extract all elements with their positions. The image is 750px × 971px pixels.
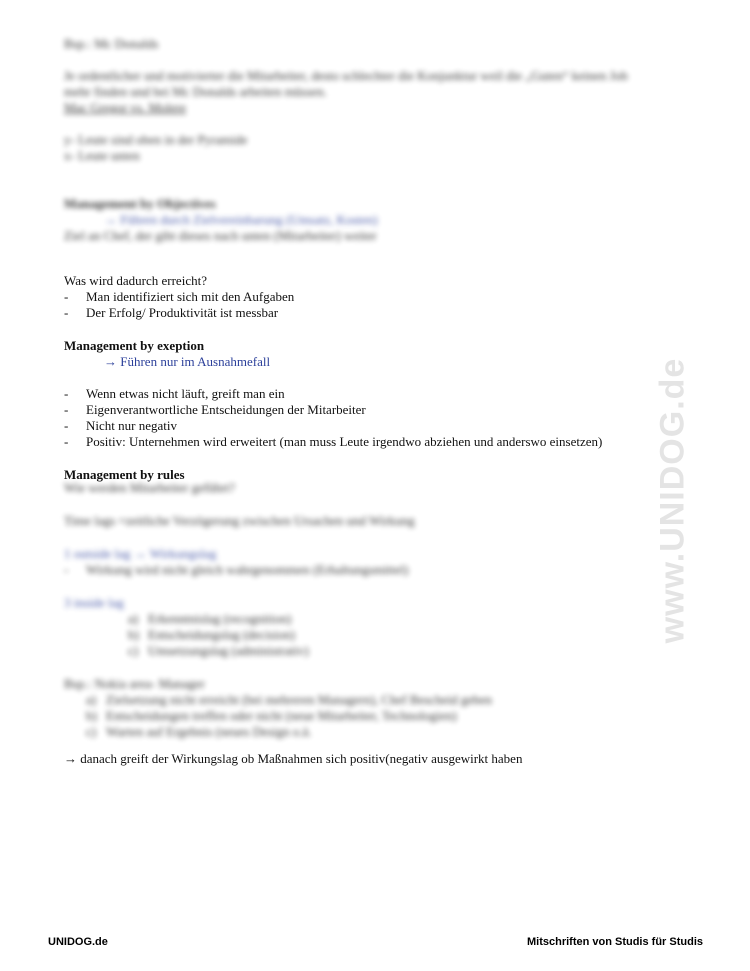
underlined-line: Mac Gregor vs. Molere [64,100,187,115]
list-item: - Nicht nur negativ [64,418,177,433]
list-item: - Man identifiziert sich mit den Aufgaben [64,289,295,304]
footer-left: UNIDOG.de [48,936,108,948]
mbr-heading: Management by rules [64,467,185,482]
list-item: - Eigenverantwortliche Entscheidungen der Mitarbeiter [64,402,366,417]
conclusion-section [64,751,670,767]
text-line: x- Leute unten [64,148,140,163]
timelag-line: Time lags =zeitliche Verzögerung zwischen Ursachen und Wirkung [64,513,415,528]
watermark-text: www.UNIDOG.de [653,357,692,643]
clear-section [64,273,670,483]
list-item: b) Entscheidungen treffen oder nicht (neue Mitarbeiter, Technologien) [86,708,457,723]
inside-lag-heading: 3 inside lag [64,595,124,610]
list-item: - Der Erfolg/ Produktivität ist messbar [64,305,279,320]
list-item: a) Erkenntnislag (recognition) [128,611,292,626]
blurred-top-section [64,36,670,244]
paragraph-line: mehr finden und bei Mc Donalds arbeiten müssen. [64,84,327,99]
footer-right: Mitschriften von Studis für Studis [526,936,703,948]
mbe-arrow-line: → Führen nur im Ausnahmefall [104,354,271,369]
mbe-heading: Management by exeption [64,338,205,353]
text-line: y- Leute sind oben in der Pyramide [64,132,248,147]
page-footer [48,936,703,948]
mbo-description: Ziel an Chef, der gibt dieses nach unten (Mitarbeiter) weiter [64,228,377,243]
list-item: - Wenn etwas nicht läuft, greift man ein [64,386,285,401]
list-item: a) Zielsetzung nicht erreicht (bei mehreren Managern), Chef Bescheid geben [86,692,492,707]
blurred-bottom-section [64,480,670,740]
watermark [613,357,733,643]
outside-lag-heading: 1 outside lag → Wirkungslag [64,546,217,561]
list-item: - Wirkung wird nicht gleich wahrgenommen (Erhaltungsmittel) [64,562,409,577]
example-line: Bsp.: Nokia area- Manager [64,676,205,691]
mbo-heading: Management by Objectives [64,196,216,211]
mbo-arrow-line: → Führen durch Zielvereinbarung (Umsatz, Kosten) [104,212,378,227]
question-line: Was wird dadurch erreicht? [64,273,207,288]
list-item: - Positiv: Unternehmen wird erweitert (man muss Leute irgendwo abziehen und anderswo einsetzen) [64,434,603,449]
paragraph-line: Je ordentlicher und motivierter die Mitarbeiter, desto schlechter die Konjunktur weil die „Guten“ keinen Job [64,68,628,83]
list-item: c) Warten auf Ergebnis (neues Design o.ä. [86,724,312,739]
list-item: c) Umsetzungslag (administrativ) [128,643,309,658]
list-item: b) Entscheidungslag (decision) [128,627,295,642]
example-title: Bsp.: Mc Donalds [64,36,159,51]
question-line: Wie werden Mitarbeiter geführt? [64,480,235,495]
conclusion-line: → danach greift der Wirkungslag ob Maßnahmen sich positiv(negativ ausgewirkt haben [64,751,523,766]
